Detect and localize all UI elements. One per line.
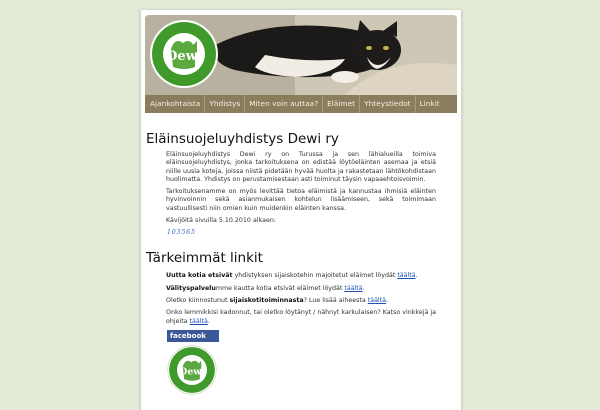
dewi-logo-small[interactable] bbox=[167, 345, 217, 395]
visitor-counter: 103565 bbox=[167, 229, 196, 237]
link-item-end: . bbox=[362, 284, 365, 292]
link-item-bold: sijaiskotitoiminnasta bbox=[229, 296, 304, 304]
link-item-pre: Oletko kiinnostunut bbox=[166, 296, 230, 304]
link-taalta-2[interactable]: täältä bbox=[344, 284, 363, 292]
dewi-logo[interactable] bbox=[149, 19, 219, 89]
logo-text-small: Dewi bbox=[179, 366, 205, 378]
nav-item-yhdistys[interactable]: Yhdistys bbox=[205, 95, 245, 113]
intro-paragraph: Eläinsuojeluyhdistys Dewi ry on Turussa ja sen lähialueilla toimiva eläinsuojeluyhdistys, jonka tarkoituksena on edistää löytöeläinten asemaa ja etsiä niille uusia koteja, joissa niistä pidetään hyvää huolta ja rakastetaan lähtökohdistaan huolimatta. Yhdistys on perustamisestaan asti toiminut täysin vapaaehtoisvoimin. bbox=[166, 151, 436, 183]
nav-item-linkit[interactable]: Linkit bbox=[419, 99, 440, 108]
facebook-widget[interactable] bbox=[167, 330, 219, 399]
logo-text: Dewi bbox=[166, 49, 202, 64]
link-taalta-3[interactable]: täältä bbox=[367, 296, 387, 304]
link-item-end: . bbox=[415, 272, 418, 280]
link-taalta-4[interactable]: täältä bbox=[189, 317, 208, 325]
visitors-label: Kävijöitä sivuilla 5.10.2010 alkaen: bbox=[166, 217, 276, 225]
facebook-badge[interactable]: facebook bbox=[167, 330, 219, 342]
link-item-bold: Uutta kotia etsivät bbox=[166, 272, 233, 280]
page-title: Eläinsuojeluyhdistys Dewi ry bbox=[146, 131, 339, 147]
main-content bbox=[146, 113, 446, 399]
link-item-valityspalvelu bbox=[166, 285, 436, 293]
link-item-sijaiskoti bbox=[166, 297, 436, 305]
link-item-end: . bbox=[386, 296, 389, 304]
link-item-kadonnut bbox=[166, 309, 436, 326]
link-item-text: Onko lemmikkisi kadonnut, tai oletko löytänyt / nähnyt karkulaisen? Katso vinkkejä ja ohjeita bbox=[166, 309, 436, 325]
link-item-text: ? Lue lisää aiheesta bbox=[303, 296, 368, 304]
purpose-paragraph: Tarkoituksenamme on myös levittää tietoa eläimistä ja kannustaa ihmisiä eläinten hyvinvoinnin sekä asianmukaisen kohtelun lisäämiseen, sekä toimimaan vastuullisesti niin omien kuin muidenkin eläinten kanssa. bbox=[166, 188, 436, 212]
nav-item-elaimet[interactable]: Eläimet bbox=[323, 95, 360, 113]
main-navigation bbox=[145, 95, 457, 113]
nav-item-yhteystiedot[interactable]: Yhteystiedot bbox=[360, 95, 415, 113]
link-taalta-1[interactable]: täältä bbox=[397, 272, 416, 280]
link-item-text: yhdistyksen sijaiskotehin majoitetut eläimet löydät bbox=[232, 272, 398, 280]
nav-item-ajankohtaista[interactable]: Ajankohtaista bbox=[145, 95, 205, 113]
link-item-bold: Välityspalvelu bbox=[166, 284, 216, 292]
page-container bbox=[140, 10, 462, 410]
links-heading: Tärkeimmät linkit bbox=[146, 250, 263, 267]
link-item-text: mme kautta kotia etsivät eläimet löydät bbox=[215, 284, 345, 292]
link-item-end: . bbox=[207, 317, 210, 325]
header-banner bbox=[145, 15, 457, 95]
link-item-uutta-kotia bbox=[166, 272, 436, 280]
nav-item-miten-voin-auttaa[interactable]: Miten voin auttaa? bbox=[245, 95, 323, 113]
